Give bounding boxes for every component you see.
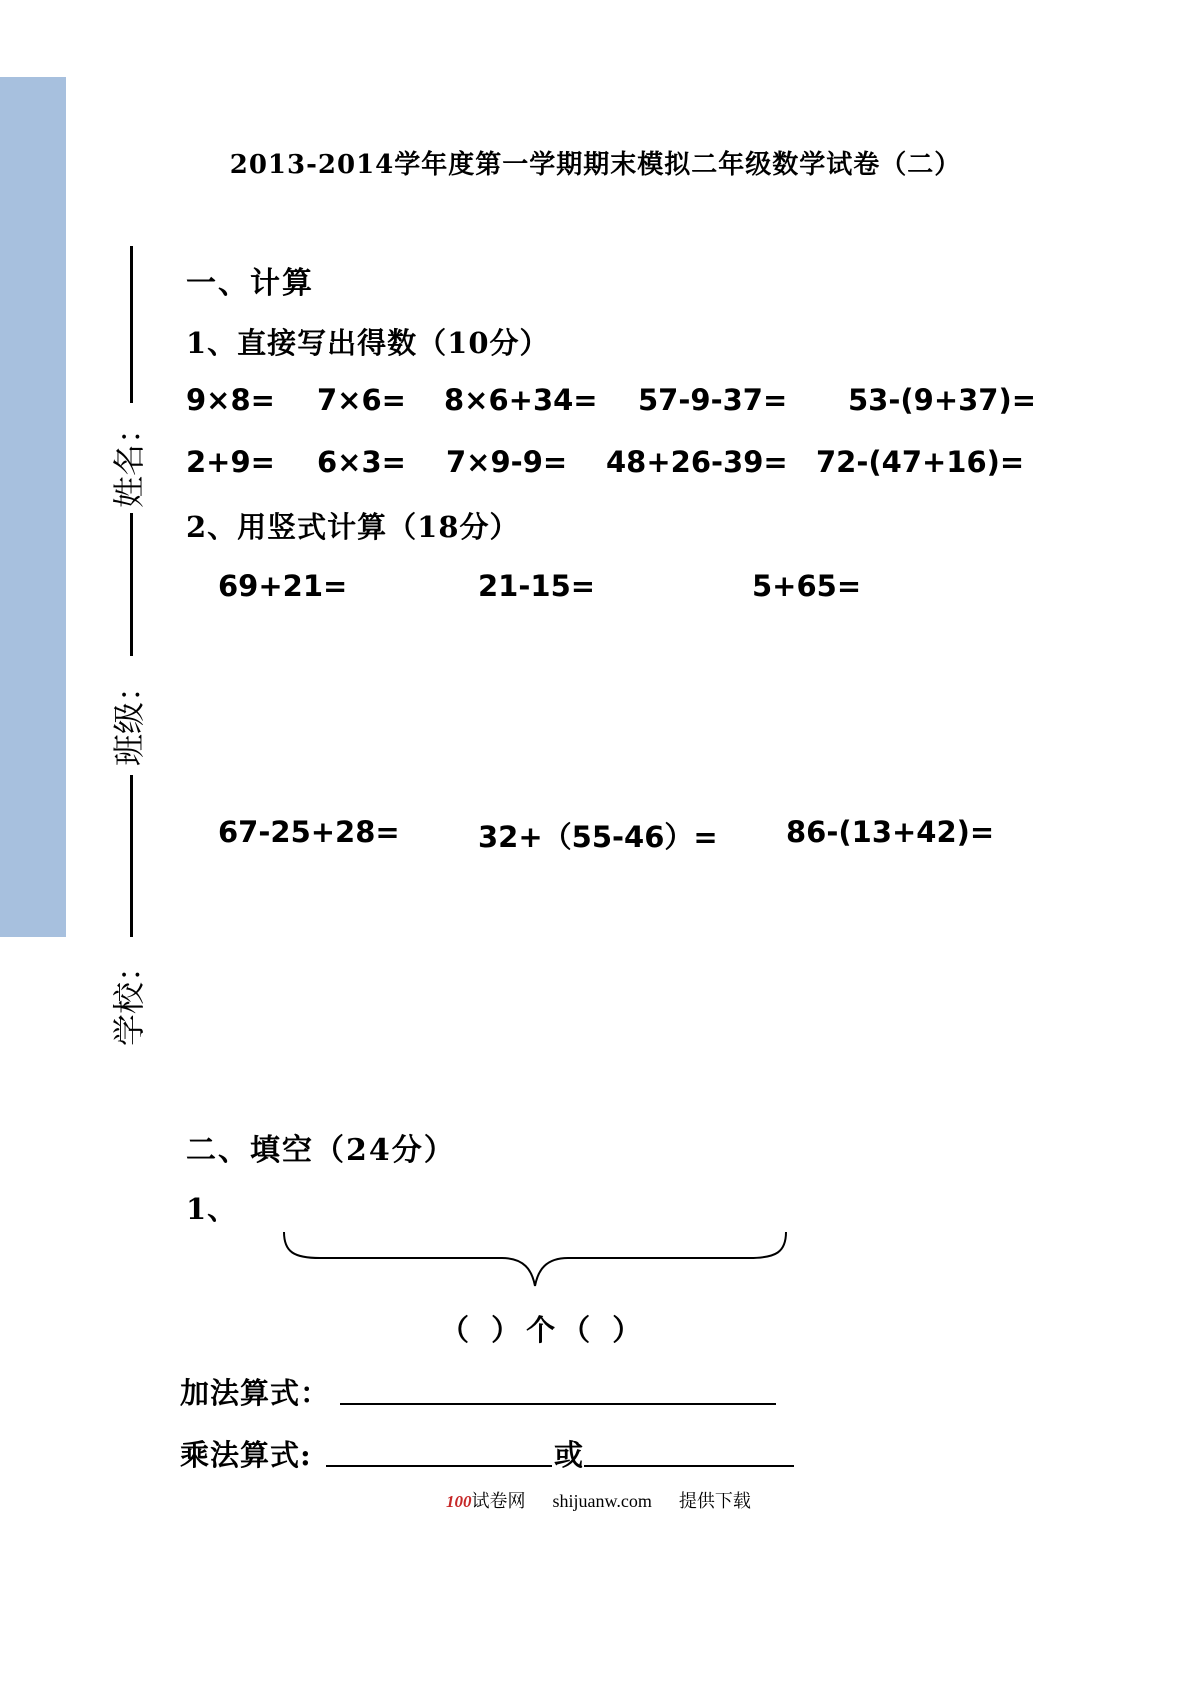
vertical-calc-6: 86-(13+42)= <box>786 815 995 849</box>
vertical-calc-5: 32+（55-46）= <box>478 820 718 854</box>
vertical-calc-2: 21-15= <box>478 569 596 603</box>
vertical-calc-4: 67-25+28= <box>218 815 400 849</box>
fill-q1-label: 1、 <box>186 1192 238 1226</box>
multiplication-answer-blank-2[interactable] <box>584 1465 794 1467</box>
curly-brace <box>280 1228 790 1290</box>
expr-r1-c2: 7×6= <box>317 383 406 417</box>
expr-r1-c5: 53-(9+37)= <box>848 383 1037 417</box>
footer <box>446 1487 751 1513</box>
q1-heading: 1、直接写出得数（10分） <box>186 326 550 360</box>
site-name: 试卷网 <box>471 1491 526 1511</box>
section1-heading: 一、计算 <box>186 266 314 301</box>
school-label: 学校： <box>110 950 148 1047</box>
or-label: 或 <box>554 1438 585 1472</box>
expr-r2-c4: 48+26-39= <box>606 445 788 479</box>
section2-heading: 二、填空（24分） <box>186 1133 456 1168</box>
binding-line-name <box>130 246 133 403</box>
expr-r1-c3: 8×6+34= <box>444 383 598 417</box>
addition-answer-blank[interactable] <box>340 1403 776 1405</box>
page-title: 2013-2014学年度第一学期期末模拟二年级数学试卷（二） <box>229 150 962 180</box>
addition-label: 加法算式： <box>180 1376 331 1410</box>
multiplication-answer-blank-1[interactable] <box>326 1465 552 1467</box>
binding-line-class <box>130 513 133 656</box>
side-color-band <box>0 77 66 937</box>
brace-caption: （ ）个（ ） <box>440 1313 648 1347</box>
binding-line-school <box>130 775 133 937</box>
name-label: 姓名： <box>110 412 148 509</box>
expr-r2-c1: 2+9= <box>186 445 275 479</box>
site-domain: shijuanw.com <box>552 1491 652 1511</box>
expr-r2-c2: 6×3= <box>317 445 406 479</box>
vertical-calc-3: 5+65= <box>752 569 862 603</box>
q2-heading: 2、用竖式计算（18分） <box>186 510 520 544</box>
expr-r2-c5: 72-(47+16)= <box>816 445 1025 479</box>
expr-r1-c4: 57-9-37= <box>638 383 788 417</box>
download-text: 提供下载 <box>678 1491 751 1511</box>
multiplication-label: 乘法算式: <box>180 1438 312 1472</box>
site-logo: 100 <box>446 1492 472 1511</box>
vertical-calc-1: 69+21= <box>218 569 348 603</box>
expr-r2-c3: 7×9-9= <box>446 445 568 479</box>
expr-r1-c1: 9×8= <box>186 383 275 417</box>
class-label: 班级： <box>110 670 148 767</box>
